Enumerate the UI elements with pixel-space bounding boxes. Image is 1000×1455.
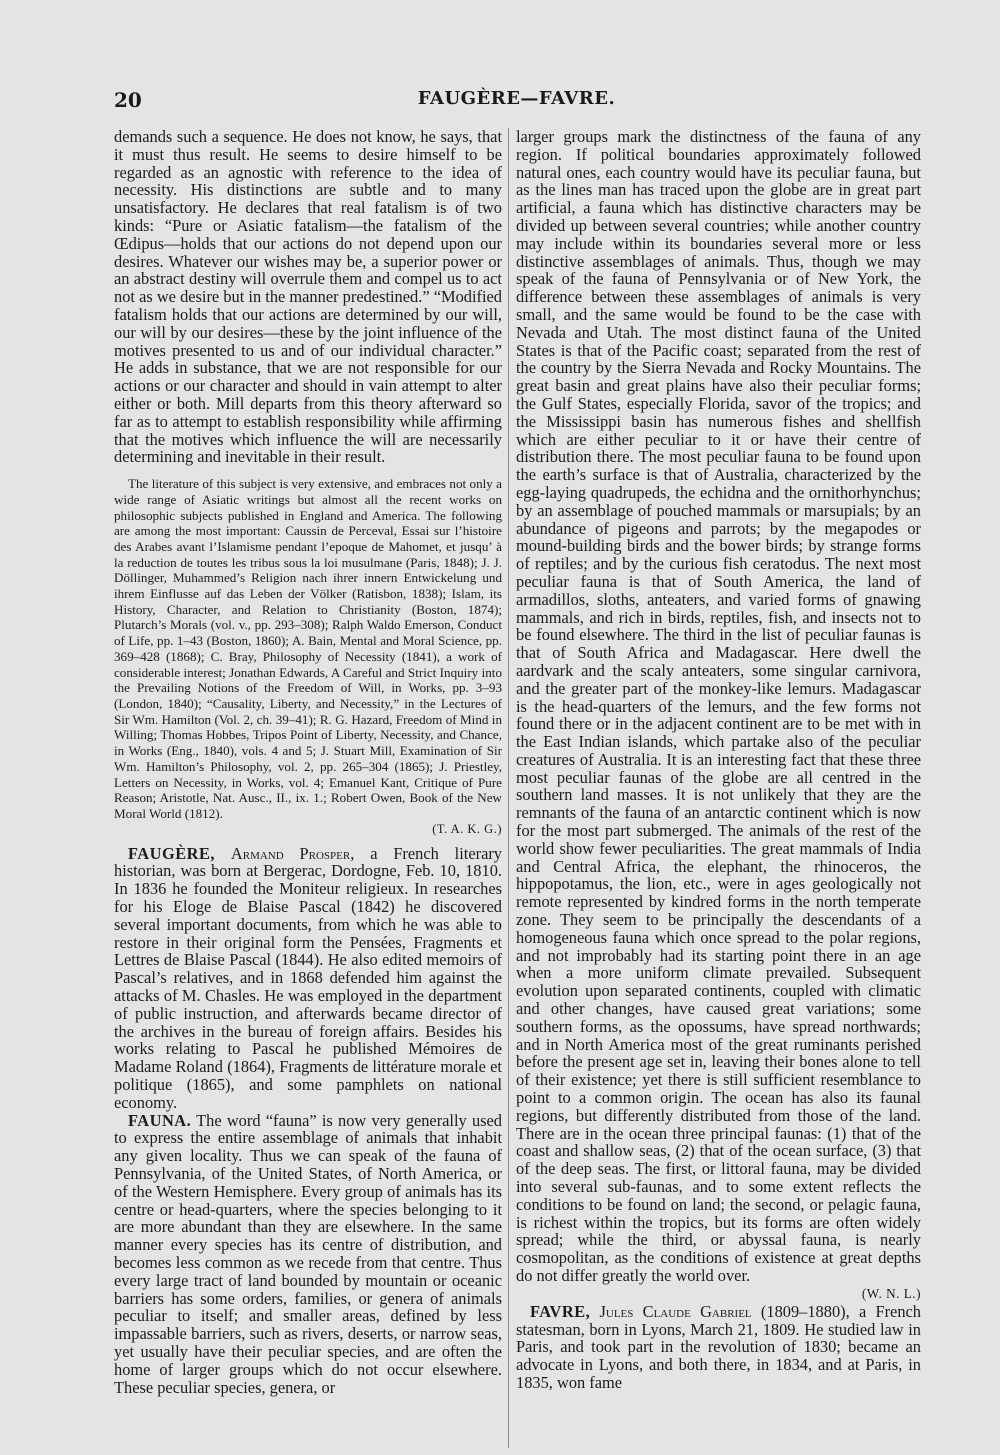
running-head: FAUGÈRE—FAVRE. bbox=[417, 88, 616, 109]
headword-favre: FAVRE, bbox=[530, 1301, 591, 1321]
fauna-article bbox=[114, 1112, 502, 1397]
page-number: 20 bbox=[114, 88, 142, 112]
faugere-article bbox=[114, 845, 502, 1112]
page-header bbox=[114, 88, 919, 118]
headword-fauna: FAUNA. bbox=[128, 1110, 192, 1130]
favre-article bbox=[516, 1303, 921, 1392]
fatalism-bibliography: The literature of this subject is very extensive, and embraces not only a wide range of Asiatic writings but almost all the recent works on philosophic subjects published in England and America. The following are among the most important: Caussin de Perceval, Essai sur l’histoire des Arabes avant l’Islamisme pendant l’epoque de Mahomet, et jusqu’ à la reduction de toutes les tribus sous la loi musulmane (Paris, 1848); J. J. Döllinger, Muhammed’s Religion nach ihrer innern Entwickelung und ihrem Einflusse auf das Leben der Völker (Ratisbon, 1838); Islam, its History, Character, and Relation to Christianity (Boston, 1874); Plutarch’s Morals (vol. v., pp. 293–308); Ralph Waldo Emerson, Conduct of Life, pp. 1–43 (Boston, 1860); A. Bain, Mental and Moral Science, pp. 369–428 (1868); C. Bray, Philosophy of Necessity (1841), a work of considerable interest; Jonathan Edwards, A Careful and Strict Inquiry into the Prevailing Notions of the Freedom of Will, in Works, pp. 3–93 (London, 1840); “Causality, Liberty, and Necessity,” in the Lectures of Sir Wm. Hamilton (Vol. 2, ch. 39–41); R. G. Hazard, Freedom of Mind in Willing; Thomas Hobbes, Tripos Point of Liberty, Necessity, and Chance, in Works (Eng., 1840), vols. 4 and 5; J. Stuart Mill, Examination of Sir Wm. Hamilton’s Philosophy, vol. 2, pp. 265–304 (1865); J. Priestley, Letters on Necessity, in Works, vol. 4; Emanuel Kant, Critique of Pure Reason; Aristotle, Nat. Ausc., II., ix. 1.; Robert Owen, Book of the New Moral World (1812). bbox=[114, 476, 502, 821]
left-column bbox=[114, 128, 502, 1448]
author-initials-fatalism: (T. A. K. G.) bbox=[432, 821, 502, 836]
fauna-text: The word “fauna” is now very generally used to express the entire assemblage of animals that inhabit any given locality. Thus we can speak of the fauna of Pennsylvania, of the United States, of North America, or of the Western Hemisphere. Every group of animals has its centre or head-quarters, where the species belonging to it are more abundant than they are elsewhere. In the same manner every species has its centre of distribution, and becomes less common as we recede from that centre. Thus every large tract of land bounded by mountain or oceanic barriers has some orders, families, or genera of animals peculiar to itself; and smaller areas, defined by less impassable barriers, such as rivers, deserts, or narrow seas, yet usually have their peculiar species, and are often the home of larger groups which do not occur elsewhere. These peculiar species, genera, or bbox=[114, 1110, 502, 1397]
headword-faugere: FAUGÈRE, bbox=[128, 843, 216, 863]
faugere-text: a French literary historian, was born at Bergerac, Dordogne, Feb. 10, 1810. In 1836 he founded the Moniteur religieux. In researches for his Eloge de Blaise Pascal (1842) he discovered several important documents, from which he was able to restore in their original form the Pensées, Fragments et Lettres de Blaise Pascal (1844). He also edited memoirs of Pascal’s relatives, and in 1868 defended him against the attacks of M. Chasles. He was employed in the department of public instruction, and afterwards became director of the archives in the bureau of foreign affairs. Besides his works relating to Pascal he published Mémoires de Madame Roland (1864), Fragments de littérature morale et politique (1865), and some pamphlets on national economy. bbox=[114, 843, 502, 1112]
author-initials-fauna: (W. N. L.) bbox=[861, 1285, 921, 1301]
favre-text: (1809–1880), a French statesman, born in Lyons, March 21, 1809. He studied law in Paris, and took part in the revolution of 1830; became an advocate in Lyons, and both there, in 1834, and at Paris, in 1835, won fame bbox=[516, 1301, 921, 1392]
column-divider bbox=[508, 128, 509, 1448]
fatalism-article-continuation: demands such a sequence. He does not know, he says, that it must thus result. He seems to desire himself to be regarded as an agnostic with reference to the idea of necessity. His distinctions are subtle and to many unsatisfactory. He declares that real fatalism is of two kinds: “Pure or Asiatic fatalism—the fatalism of the Œdipus—holds that our actions do not depend upon our desires. Whatever our wishes may be, a superior power or an abstract destiny will overrule them and compel us to act not as we desire but in the manner predestined.” “Modified fatalism holds that our actions are determined by our will, our will by our desires—these by the joint influence of the motives presented to us and of our individual character.” He adds in substance, that we are not responsible for our actions or our character and should in vain attempt to alter either or both. Mill departs from this theory afterward so far as to attempt to establish responsibility while affirming that the motives which influence the will are necessarily determining and inevitable in their result. bbox=[114, 128, 502, 467]
favre-given-names: Jules Claude Gabriel bbox=[599, 1301, 752, 1321]
right-column bbox=[516, 128, 921, 1448]
fauna-article-continuation: larger groups mark the distinctness of the fauna of any region. If political boundaries approximately followed natural ones, each country would have its peculiar fauna, but as the lines man has traced upon the globe are in great part artificial, a fauna which has distinctive characters may be divided up between several countries; while another country may include within its boundaries several more or less distinctive assemblages of animals. Thus, though we may speak of the fauna of Pennsylvania or of New York, the difference between these assemblages of animals is very small, and the same would be found to be the case with Nevada and Utah. The most distinct fauna of the United States is that of the Pacific coast; separated from the rest of the country by the Sierra Nevada and Rocky Mountains. The great basin and great plains have also their peculiar forms; the Gulf States, especially Florida, savor of the tropics; and the Mississippi basin has numerous fishes and shellfish which are either peculiar to it or have their centre of distribution there. The most peculiar fauna to be found upon the earth’s surface is that of Australia, characterized by the egg-laying quadrupeds, the echidna and the ornithorhynchus; by an assemblage of pouched mammals or marsupials; by an abundance of pigeons and parrots; by the megapodes or mound-building birds and the bower birds; by strange forms of reptiles; and by the curious fish ceratodus. The next most peculiar fauna is that of South America, the land of armadillos, sloths, anteaters, and varied forms of gnawing mammals, and rich in birds, reptiles, fish, and insects not to be found elsewhere. The third in the list of peculiar faunas is that of South Africa and Madagascar. Here dwell the aardvark and the scaly anteaters, some singular carnivora, and the greater part of the monkey-like lemurs. Madagascar is the head-quarters of the lemurs, and the few forms not found there or in the adjacent continent are to be met with in the East Indian islands, which partake also of the peculiar creatures of Australia. It is an interesting fact that these three most peculiar faunas of the globe are all centred in the southern land masses. It is not unlikely that they are the remnants of the fauna of an antarctic continent which is now for the most part submerged. The animals of the rest of the world show fewer peculiarities. The great mammals of India and Central Africa, the elephant, the rhinoceros, the hippopotamus, the lion, etc., were in ages geologically not remote represented by kindred forms in the north temperate zone. They seem to be principally the descendants of a homogeneous fauna which once spread to the polar regions, and not improbably had its starting point there in an age when a more uniform climate prevailed. Subsequent evolution upon separated continents, coupled with climatic and other changes, have caused great variations; some southern forms, as the opossums, have spread northwards; and in North America most of the great ruminants perished before the present age set in, leaving their bones alone to tell of their existence; yet there is still sufficient resemblance to point to a common origin. The ocean has also its faunal regions, but differently distributed from those of the land. There are in the ocean three principal faunas: (1) that of the coast and shallow seas, (2) that of the ocean surface, (3) that of the deep seas. The first, or littoral fauna, may be divided into several sub-faunas, and to some extent reflects the conditions to be found on land; the second, or pelagic fauna, is richest within the tropics, but its forms are often widely spread; while the third, or abyssal fauna, is nearly cosmopolitan, as the conditions of existence at great depths do not differ greatly the world over. bbox=[516, 128, 921, 1285]
faugere-given-names: Armand Prosper, bbox=[230, 843, 355, 863]
